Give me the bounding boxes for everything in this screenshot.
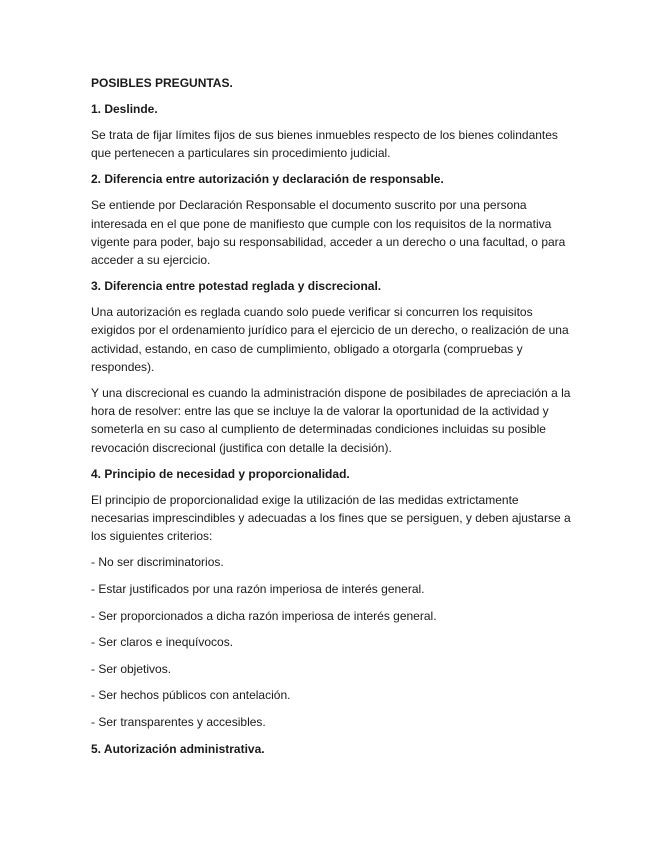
document-page	[91, 74, 571, 766]
section-4-paragraph: El principio de proporcionalidad exige la utilización de las medidas extrictamente necesarias imprescindibles y adecuadas a los fines que se persiguen, y deben ajustarse a los siguientes criterios:	[91, 492, 571, 544]
section-3-paragraph-reglada: Una autorización es reglada cuando solo puede verificar si concurren los requisitos exigidos por el ordenamiento jurídico para el ejercicio de un derecho, o realización de una actividad, estando, en caso de cumplimiento, obligado a otorgarla (compruebas y respondes).	[91, 305, 569, 374]
section-2-heading: 2. Diferencia entre autorización y declaración de responsable.	[91, 172, 444, 187]
section-2-paragraph: Se entiende por Declaración Responsable el documento suscrito por una persona interesada en el que pone de manifiesto que cumple con los requisitos de la normativa vigente para poder, bajo su responsabilidad, acceder a un derecho o una facultad, o para acceder a su ejercicio.	[91, 198, 566, 268]
section-1-paragraph: Se trata de fijar límites fijos de sus bienes inmuebles respecto de los bienes colindantes que pertenecen a particulares sin procedimiento judicial.	[91, 128, 558, 161]
criteria-list-item: - Ser claros e inequívocos.	[91, 635, 234, 650]
criteria-list-item: - Estar justificados por una razón imperiosa de interés general.	[91, 582, 425, 597]
criteria-list-item: - Ser objetivos.	[91, 661, 172, 676]
criteria-list-item: - Ser transparentes y accesibles.	[91, 715, 266, 730]
criteria-list-item: - Ser proporcionados a dicha razón imperiosa de interés general.	[91, 608, 437, 623]
section-3-heading: 3. Diferencia entre potestad reglada y discrecional.	[91, 279, 382, 294]
section-5-heading: 5. Autorización administrativa.	[91, 741, 265, 756]
section-4-heading: 4. Principio de necesidad y proporcionalidad.	[91, 466, 350, 481]
section-1-heading: 1. Deslinde.	[91, 102, 158, 116]
document-title: POSIBLES PREGUNTAS.	[91, 76, 233, 90]
criteria-list-item: - No ser discriminatorios.	[91, 555, 224, 570]
criteria-list-item: - Ser hechos públicos con antelación.	[91, 688, 291, 703]
section-3-paragraph-discrecional: Y una discrecional es cuando la administración dispone de posibilades de apreciación a la hora de resolver: entre las que se incluye la de valorar la oportunidad de la actividad y someterla en su caso al cumpliento de determinadas condiciones incluidas su posible revocación discrecional (justifica con detalle la decisión).	[91, 386, 571, 455]
